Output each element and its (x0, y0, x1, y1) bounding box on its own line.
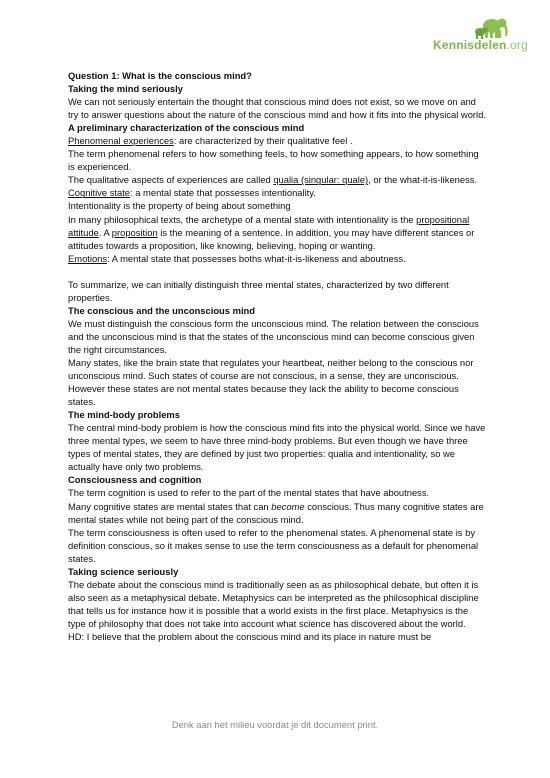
spacer (68, 265, 488, 278)
paragraph: Many cognitive states are mental states that can become conscious. Thus many cognitive states are mental states while not being part of the conscious mind. (68, 500, 484, 525)
paragraph: Many states, like the brain state that regulates your heartbeat, neither belong to the conscious nor unconscious mind. Such states of course are not conscious, in a sense, they are unconscious. However these states are not mental states because they lack the ability to become conscious states. (68, 356, 474, 408)
paragraph: The qualitative aspects of experiences are called qualia (singular: quale), or the what-it-is-likeness. (68, 174, 478, 186)
section-heading: The conscious and the unconscious mind (68, 304, 256, 316)
paragraph: The term phenomenal refers to how something feels, to how something appears, to how something is experienced. (68, 148, 479, 173)
paragraph: Emotions: A mental state that possesses boths what-it-is-likeness and aboutness. (68, 252, 406, 264)
paragraph: The debate about the conscious mind is traditionally seen as as philosophical debate, but often it is also seen as a metaphysical debate. Metaphysics can be interpreted as the philosophical discipline that tells us for instance how it is possible that a world exists in the first place. Metaphysics is the type of philosophy that does not take into account what science has discovered about the world. (68, 578, 479, 629)
term: Cognitive state (68, 187, 131, 199)
paragraph: In many philosophical texts, the archetype of a mental state with intentionality is the propositional attitude. A proposition is the meaning of a sentence. In addition, you may have different stances or attitudes towards a proposition, like knowing, believing, hoping or wanting. (68, 213, 475, 251)
paragraph: We must distinguish the conscious form the unconscious mind. The relation between the conscious and the unconscious mind is that the states of the unconscious mind can become conscious given the right circumstances. (68, 317, 479, 355)
paragraph: Phenomenal experiences: are characterized by their qualitative feel . (68, 135, 353, 147)
paragraph: The term consciousness is often used to refer to the phenomenal states. A phenomenal state is by definition conscious, so it makes sense to use the term consciousness as a default for phenomenal states. (68, 526, 479, 564)
section-heading: The mind-body problems (68, 409, 180, 421)
paragraph: The central mind-body problem is how the conscious mind fits into the physical world. Since we have three mental types, we seem to have three mind-body problems. But even though we have three types of mental states, they are defined by just two properties: qualia and intentionality, so we actually have only two problems. (68, 422, 486, 473)
section-heading: Consciousness and cognition (68, 474, 202, 486)
paragraph: The term cognition is used to refer to the part of the mental states that have aboutness. (68, 487, 430, 499)
paragraph: Cognitive state: a mental state that possesses intentionality. (68, 187, 316, 199)
term: Emotions (68, 252, 108, 264)
document-body (68, 69, 488, 643)
logo-text: Kennisdelen.org (432, 38, 528, 52)
paragraph: We can not seriously entertain the thought that conscious mind does not exist, so we move on and try to answer questions about the nature of the conscious mind and how it fits into the physical world. (68, 96, 486, 121)
paragraph: Intentionality is the property of being about something (68, 200, 291, 212)
term: propositional attitude (68, 213, 470, 238)
emphasis: become (271, 500, 305, 512)
kennisdelen-logo (410, 16, 528, 60)
paragraph: To summarize, we can initially distinguish three mental states, characterized by two different properties. (68, 278, 449, 303)
section-heading: A preliminary characterization of the conscious mind (68, 122, 305, 134)
page-footer: Denk aan het milieu voordat je dit document print. (171, 719, 379, 730)
term: qualia (singular: quale) (273, 174, 369, 186)
term: proposition (111, 226, 158, 238)
paragraph: HD: I believe that the problem about the conscious mind and its place in nature must be (68, 630, 432, 642)
section-heading: Taking science seriously (68, 565, 179, 577)
question-heading: Question 1: What is the conscious mind? (68, 70, 252, 81)
elephant-logo-icon (410, 16, 528, 40)
section-heading: Taking the mind seriously (68, 83, 183, 95)
term: Phenomenal experiences (68, 135, 174, 147)
